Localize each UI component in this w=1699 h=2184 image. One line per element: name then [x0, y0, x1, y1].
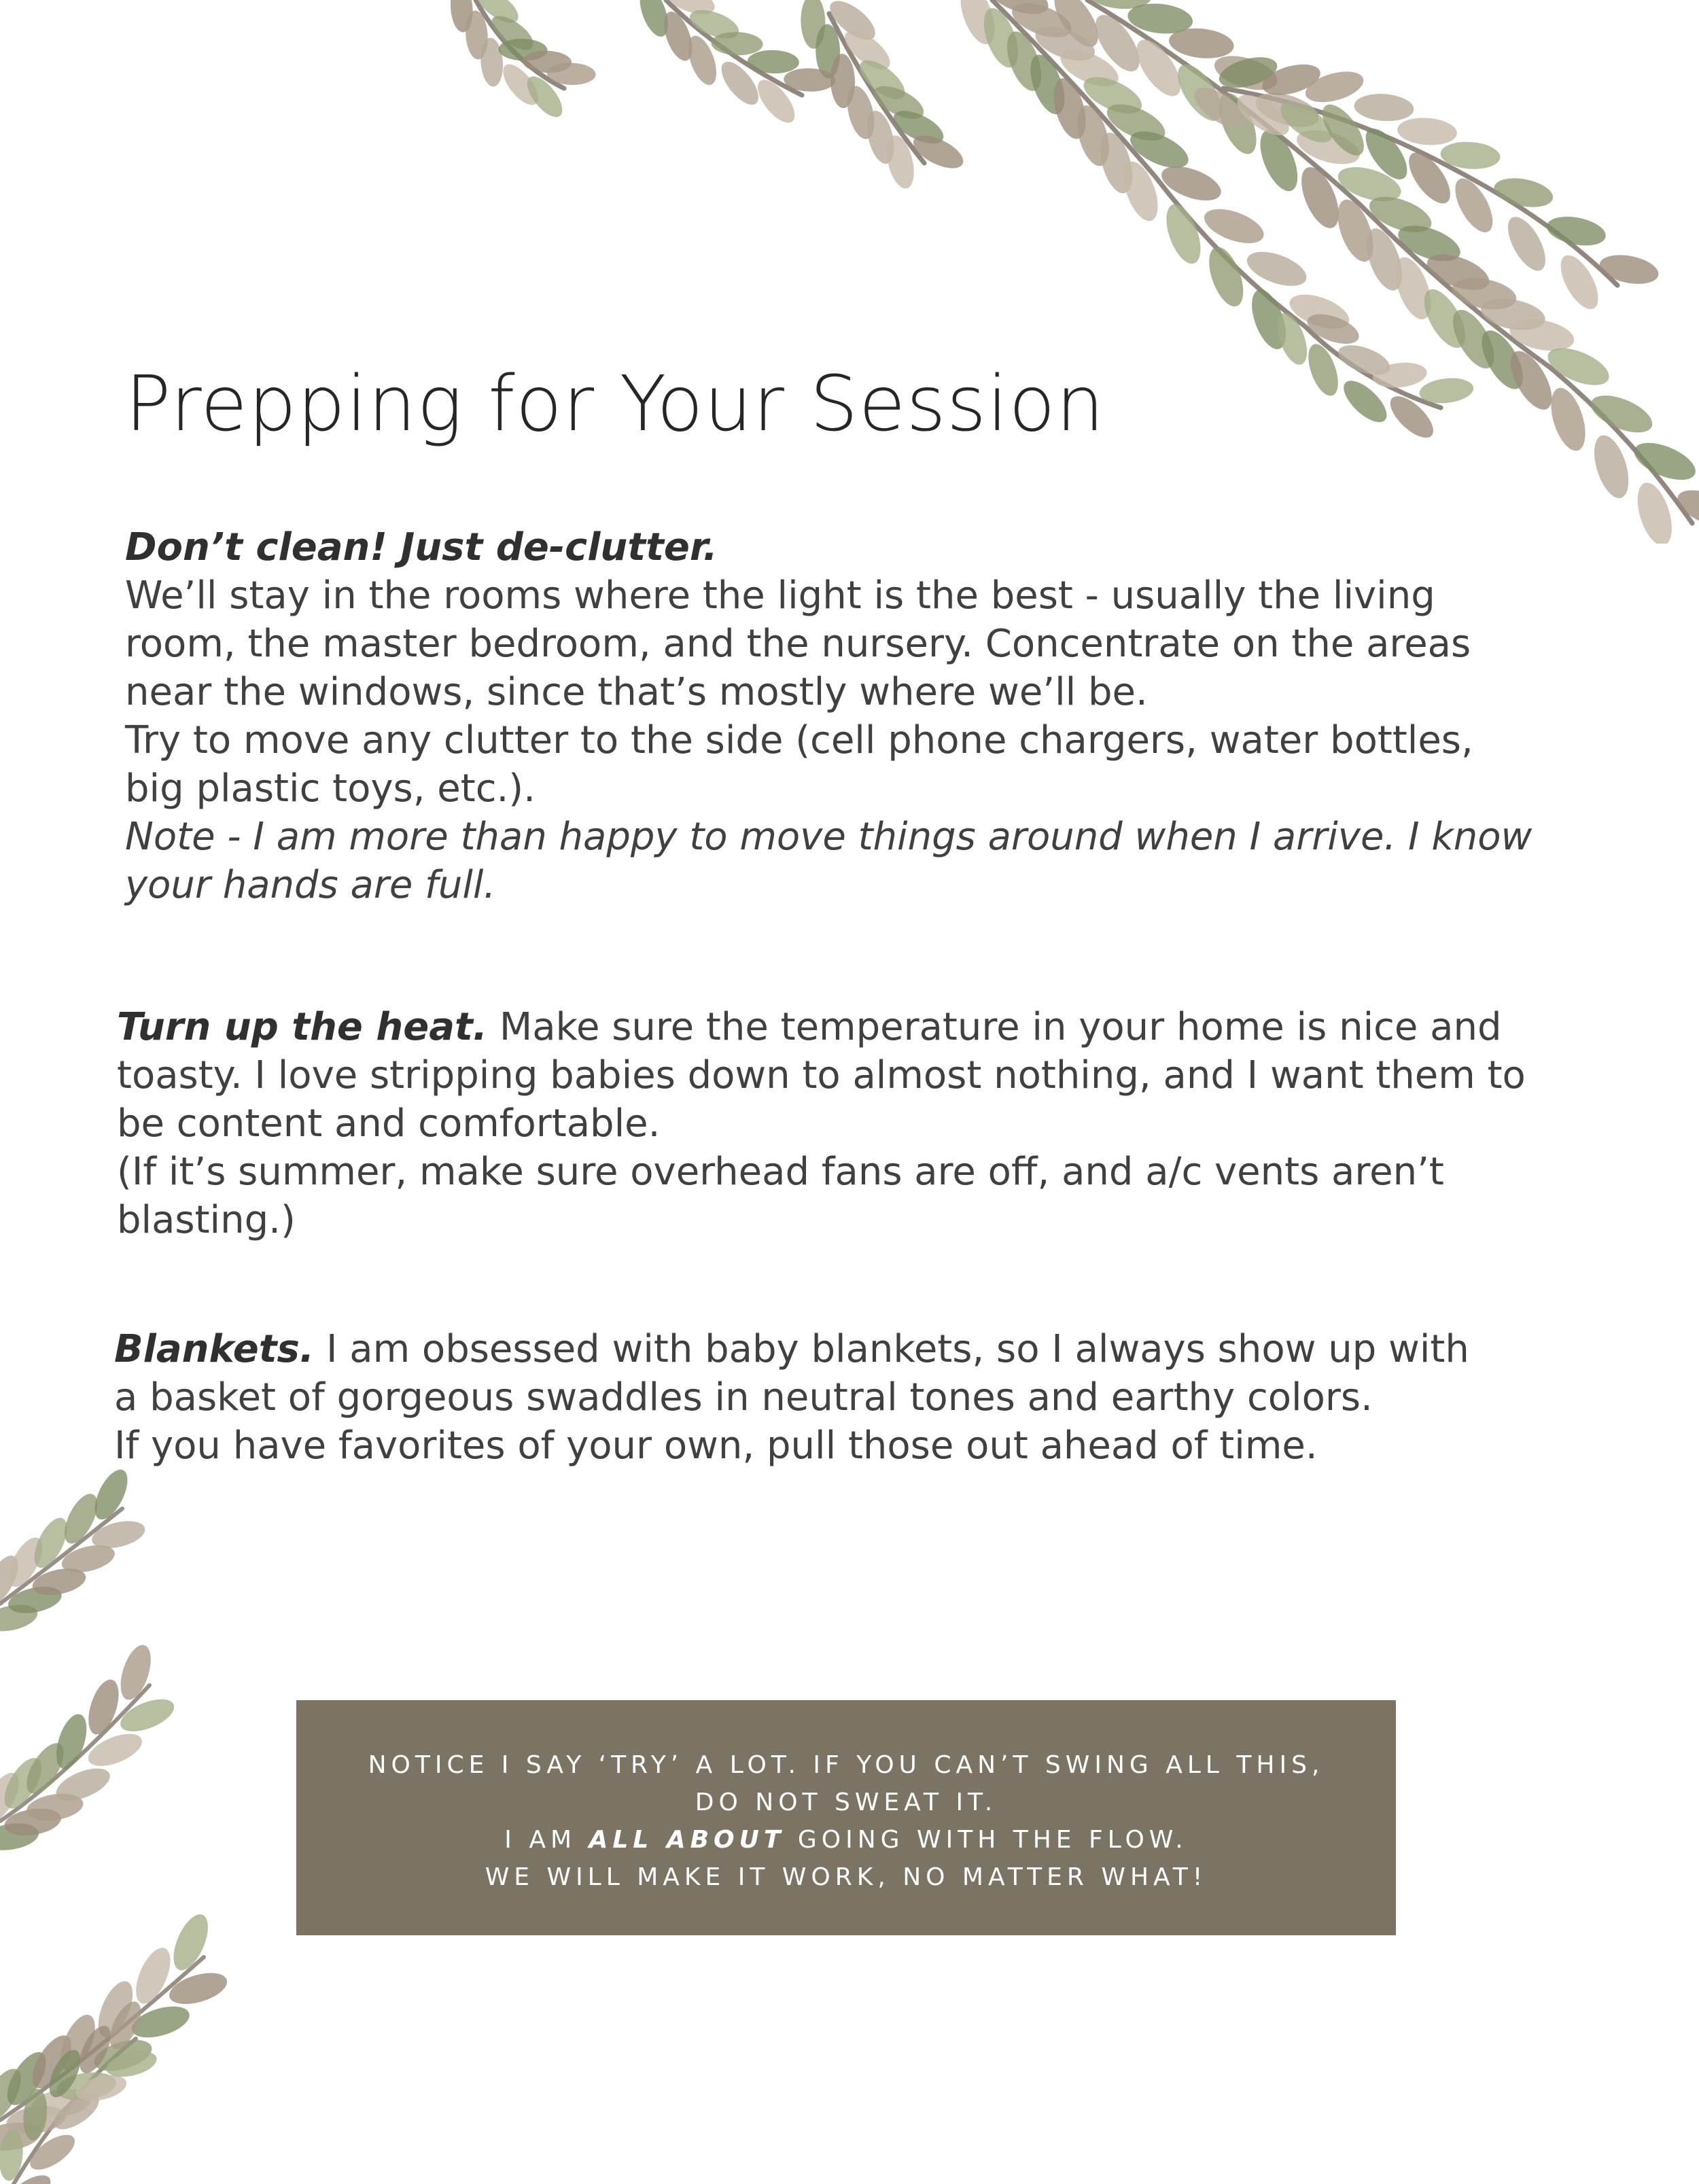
leaf-shape [84, 1727, 146, 1773]
leaf-shape [1353, 92, 1415, 123]
section-text-line: room, the master bedroom, and the nursery. Concentrate on the areas [125, 622, 1471, 666]
section-text-line: (If it’s summer, make sure overhead fans are off, and a/c vents aren’t [117, 1150, 1444, 1194]
leaf-shape [1492, 174, 1556, 212]
leaf-shape [167, 1909, 215, 1975]
leaf-cluster-bottom [0, 1465, 230, 2184]
section-first-line [117, 1003, 1530, 1051]
section-first-line [114, 1325, 1507, 1373]
leaf-shape [1629, 436, 1699, 488]
section-heading-heat: Turn up the heat. [117, 1005, 488, 1049]
leaf-shape [1597, 251, 1661, 289]
callout-text-inline: GOING WITH THE FLOW. [785, 1826, 1188, 1854]
callout-line: NOTICE I SAY ‘TRY’ A LOT. IF YOU CAN’T SWING ALL THIS, [368, 1751, 1325, 1779]
foliage-illustration-bottom [0, 1441, 313, 2184]
leaf-shape [1544, 212, 1608, 250]
section-text-line: near the windows, since that’s mostly where we’ll be. [125, 670, 1148, 714]
note-text-line: your hands are full. [125, 863, 496, 907]
section-blankets [114, 1325, 1507, 1470]
leaf-shape [1501, 211, 1553, 277]
callout-box [296, 1700, 1396, 1935]
leaf-shape [1631, 478, 1679, 544]
section-text-line: If you have favorites of your own, pull those out ahead of time. [114, 1424, 1318, 1468]
callout-emphasis: ALL ABOUT [589, 1826, 786, 1854]
foliage-illustration-top [340, 0, 1699, 544]
section-text-line: toasty. I love stripping babies down to almost nothing, and I want them to [117, 1053, 1526, 1097]
leaf-shape [115, 1641, 157, 1704]
leaf-shape [129, 1943, 177, 2008]
callout-line: WE WILL MAKE IT WORK, NO MATTER WHAT! [485, 1863, 1208, 1891]
section-heat [117, 1003, 1530, 1244]
leaf-cluster-top [449, 0, 1699, 544]
page-title: Prepping for Your Session [125, 360, 1105, 448]
section-text-line: We’ll stay in the rooms where the light is the best - usually the living [125, 574, 1435, 618]
leaf-shape [1302, 340, 1344, 400]
callout-line [296, 1821, 1396, 1859]
section-heading-blankets: Blankets. [114, 1327, 315, 1371]
note-text-line: Note - I am more than happy to move things around when I arrive. I know [125, 815, 1532, 859]
leaf-shape [1397, 116, 1458, 147]
callout-text-inline: I AM [504, 1826, 589, 1854]
leaf-shape [1672, 482, 1699, 535]
leaf-shape [1553, 249, 1605, 315]
section-heading-declutter: Don’t clean! Just de-clutter. [125, 525, 718, 569]
section-text-inline: Make sure the temperature in your home is nice and [487, 1005, 1502, 1049]
section-text-line: a basket of gorgeous swaddles in neutral tones and earthy colors. [114, 1375, 1373, 1420]
section-text-inline: I am obsessed with baby blankets, so I always show up with [314, 1327, 1469, 1371]
section-declutter [125, 523, 1532, 909]
callout-line: DO NOT SWEAT IT. [695, 1789, 998, 1816]
section-text-line: be content and comfortable. [117, 1102, 661, 1146]
leaf-shape [1159, 200, 1207, 268]
leaf-shape [83, 1676, 125, 1738]
leaf-shape [1545, 384, 1592, 455]
section-text-line: Try to move any clutter to the side (cell phone chargers, water bottles, [125, 718, 1473, 762]
leaf-shape [166, 1967, 231, 2010]
section-text-line: blasting.) [117, 1198, 296, 1242]
leaf-shape [116, 1693, 179, 1738]
section-text-line: big plastic toys, etc.). [125, 767, 536, 811]
callout-text [296, 1746, 1396, 1896]
leaf-shape [1253, 125, 1305, 196]
